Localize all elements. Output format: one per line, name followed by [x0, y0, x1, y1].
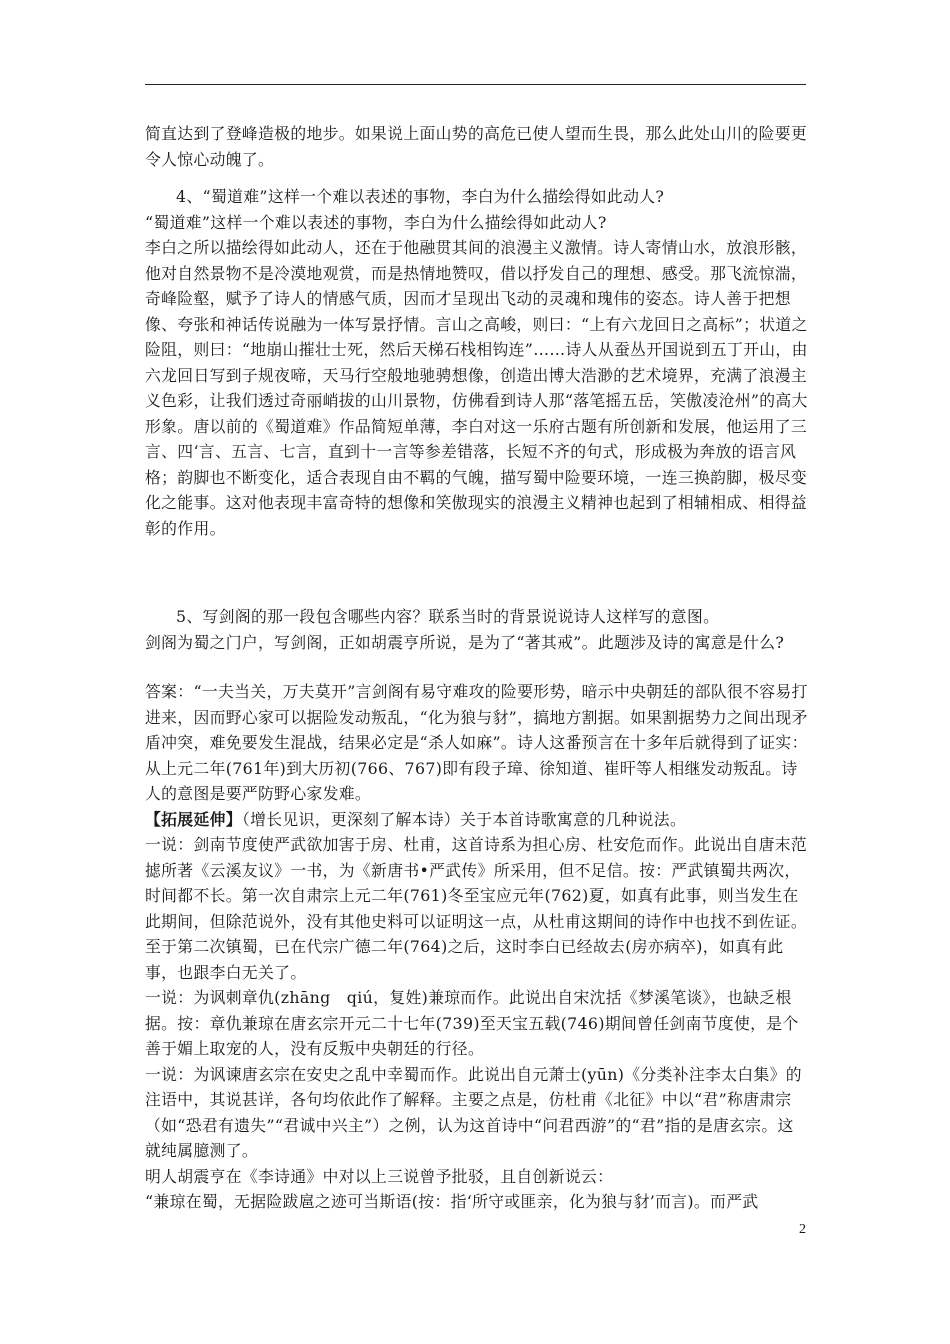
body-text [145, 121, 809, 1215]
header-rule [145, 84, 806, 85]
question-5: 5、写剑阁的那一段包含哪些内容？联系当时的背景说说诗人这样写的意图。 [176, 607, 720, 626]
hu-zhenheng-intro: 明人胡震亨在《李诗通》中对以上三说曾予批驳，且自创新说云： [145, 1166, 614, 1186]
page-number: 2 [799, 1222, 806, 1237]
answer-4: 李白之所以描绘得如此动人，还在于他融贯其间的浪漫主义激情。诗人寄情山水，放浪形骸，他对自然景物不是冷漠地观赏，而是热情地赞叹，借以抒发自己的理想、感受。那飞流惊湍，奇峰险壑，赋予了诗人的情感气质，因而才呈现出飞动的灵魂和瑰伟的姿态。诗人善于把想像、夸张和神话传说融为一体写景抒情。言山之高峻，则曰：“上有六龙回日之高标”；状道之险阻，则曰：“地崩山摧壮士死，然后天梯石栈相钩连”……诗人从蚕丛开国说到五丁开山，由六龙回日写到子规夜啼，天马行空般地驰骋想像，创造出博大浩渺的艺术境界，充满了浪漫主义色彩，让我们透过奇丽峭拔的山川景物，仿佛看到诗人那“落笔摇五岳，笑傲凌沧州”的高大形象。唐以前的《蜀道难》作品简短单薄，李白对这一乐府古题有所创新和发展，他运用了三言、四‘言、五言、七言，直到十一言等参差错落，长短不齐的句式，形成极为奔放的语言风格；韵脚也不断变化，适合表现自由不羁的气魄，描写蜀中险要环境，一连三换韵脚，极尽变化之能事。这对他表现丰富奇特的想像和笑傲现实的浪漫主义精神也起到了相辅相成、相得益彰的作用。 [145, 238, 808, 538]
theory-3: 一说：为讽谏唐玄宗在安史之乱中幸蜀而作。此说出自元萧士(yūn)《分类补注李太白集》的注语中，其说甚详，各句均依此作了解释。主要之点是，仿杜甫《北征》中以“君”称唐肃宗（如“恐君有遗失”“君诚中兴主”）之例，认为这首诗中“问君西游”的“君”指的是唐玄宗。这就纯属臆测了。 [145, 1064, 802, 1160]
extension-label: 【拓展延伸】 [145, 809, 242, 829]
question-4: 4、“蜀道难”这样一个难以表述的事物，李白为什么描绘得如此动人? [176, 187, 665, 206]
theory-1: 一说：剑南节度使严武欲加害于房、杜甫，这首诗系为担心房、杜安危而作。此说出自唐末范摅所著《云溪友议》一书，为《新唐书•严武传》所采用，但不足信。按：严武镇蜀共两次，时间都不长。第一次自肃宗上元二年(761)冬至宝应元年(762)夏，如真有此事，则当发生在此期间，但除范说外，没有其他史料可以证明这一点，从杜甫这期间的诗作中也找不到佐证。至于第二次镇蜀，已在代宗广德二年(764)之后，这时李白已经故去(房亦病卒)，如真有此事，也跟李白无关了。 [145, 835, 808, 982]
theory-2: 一说：为讽刺章仇(zhāng qiú，复姓)兼琼而作。此说出自宋沈括《梦溪笔谈》，也缺乏根据。按：章仇兼琼在唐玄宗开元二十七年(739)至天宝五载(746)期间曾任剑南节度使，是个善于媚上取宠的人，没有反叛中央朝廷的行径。 [145, 988, 799, 1058]
question-4-restated: “蜀道难”这样一个难以表述的事物，李白为什么描绘得如此动人? [145, 212, 607, 232]
extension-heading [145, 807, 809, 833]
hu-zhenheng-quote: “兼琼在蜀，无据险跋扈之迹可当斯语(按：指‘所守或匪亲，化为狼与豺’而言)。而严武 [145, 1192, 759, 1211]
extension-intro: （增长见识，更深刻了解本诗）关于本首诗歌寓意的几种说法。 [241, 809, 687, 829]
question-5-prompt: 剑阁为蜀之门户，写剑阁，正如胡震亨所说，是为了“著其戒”。此题涉及诗的寓意是什么? [145, 632, 785, 652]
paragraph-continuation: 简直达到了登峰造极的地步。如果说上面山势的高危已使人望而生畏，那么此处山川的险要更令人惊心动魄了。 [145, 124, 808, 169]
answer-5: 答案：“一夫当关，万夫莫开”言剑阁有易守难攻的险要形势，暗示中央朝廷的部队很不容易打进来，因而野心家可以据险发动叛乱，“化为狼与豺”，搞地方割据。如果割据势力之间出现矛盾冲突，难免要发生混战，结果必定是“杀人如麻”。诗人这番预言在十多年后就得到了证实：从上元二年(761年)到大历初(766、767)即有段子璋、徐知道、崔旰等人相继发动叛乱。诗人的意图是要严防野心家发难。 [145, 682, 808, 803]
